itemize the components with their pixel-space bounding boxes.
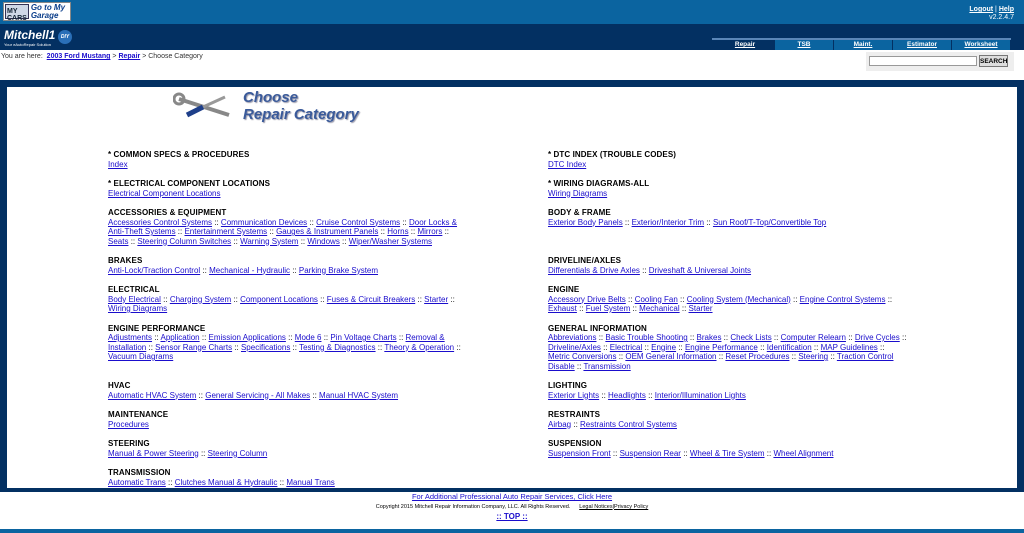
link-separator: :: xyxy=(212,217,221,227)
page-title xyxy=(173,89,359,123)
category-link[interactable]: Engine Control Systems xyxy=(799,294,886,304)
category-section xyxy=(108,381,548,410)
category-link[interactable]: Exhaust xyxy=(548,304,577,313)
category-link[interactable]: Transmission xyxy=(583,361,631,371)
link-separator: :: xyxy=(600,342,610,352)
link-separator: :: xyxy=(676,342,685,352)
privacy-policy-link[interactable]: Privacy Policy xyxy=(614,504,649,510)
link-separator: :: xyxy=(574,361,584,371)
link-separator: :: xyxy=(845,333,855,342)
category-links xyxy=(108,218,468,247)
footer: For Additional Professional Auto Repair Services, Click Here Copyright 2015 Mitchell Repair Information Company, LLC. All Rights Reserved. Legal Notices|Privacy Policy :: TOP :: xyxy=(375,492,649,521)
category-link[interactable]: Pin Voltage Charts xyxy=(330,333,397,342)
search-box xyxy=(866,52,1014,71)
category-link[interactable]: Windows xyxy=(307,236,340,246)
category-table xyxy=(108,150,988,497)
category-link[interactable]: Horns xyxy=(387,227,409,236)
breadcrumb-vehicle[interactable]: 2003 Ford Mustang xyxy=(46,53,111,60)
category-link[interactable]: Suspension Front xyxy=(548,448,611,458)
category-link[interactable]: Engine xyxy=(651,342,677,352)
link-separator: :: xyxy=(599,390,609,400)
link-separator: :: xyxy=(152,333,161,342)
category-heading: DRIVELINE/AXLES xyxy=(548,256,622,265)
category-link[interactable]: Electrical Component Locations xyxy=(108,188,221,198)
category-link[interactable]: Sensor Range Charts xyxy=(155,342,233,352)
category-link[interactable]: Specifications xyxy=(240,342,291,352)
category-link[interactable]: Steering Column Switches xyxy=(137,236,232,246)
link-separator: :: xyxy=(378,227,388,236)
category-link[interactable]: Metric Conversions xyxy=(548,352,617,361)
tab-estimator[interactable]: Estimator xyxy=(893,40,951,50)
category-section xyxy=(108,324,548,382)
category-heading: TRANSMISSION xyxy=(108,468,171,477)
category-link[interactable]: Anti-Lock/Traction Control xyxy=(108,265,201,275)
link-separator: :: xyxy=(298,236,308,246)
top-bar xyxy=(0,0,1024,24)
category-links xyxy=(548,420,908,430)
category-heading: BRAKES xyxy=(108,256,143,265)
link-separator: :: xyxy=(885,294,893,304)
category-link[interactable]: Adjustments xyxy=(108,333,153,342)
link-separator: :: xyxy=(285,333,295,342)
category-link[interactable]: Gauges & Instrument Panels xyxy=(276,227,379,236)
category-link[interactable]: Entertainment Systems xyxy=(184,227,268,236)
category-heading: ENGINE xyxy=(548,285,580,294)
category-link[interactable]: Accessory Drive Belts xyxy=(548,294,626,304)
category-link[interactable]: Body Electrical xyxy=(108,294,161,304)
category-link[interactable]: Wheel & Tire System xyxy=(689,448,765,458)
link-separator: :: xyxy=(680,448,690,458)
version-text: v2.2.4.7 xyxy=(989,14,1014,21)
link-separator: :: xyxy=(828,352,837,361)
category-link[interactable]: Drive Cycles xyxy=(854,333,900,342)
category-link[interactable]: Abbreviations xyxy=(548,333,597,342)
category-link[interactable]: Check Lists xyxy=(730,333,772,342)
category-link[interactable]: Fuses & Circuit Breakers xyxy=(326,294,416,304)
category-link[interactable]: Wiring Diagrams xyxy=(548,188,608,198)
category-link[interactable]: Communication Devices xyxy=(220,217,308,227)
breadcrumb-prefix: You are here: xyxy=(1,53,43,60)
category-links xyxy=(548,391,908,401)
category-links xyxy=(108,420,468,430)
category-section xyxy=(548,324,988,382)
link-separator: :: xyxy=(232,342,241,352)
link-separator: :: xyxy=(165,477,175,487)
category-link[interactable]: Mirrors xyxy=(417,227,443,236)
category-link[interactable]: Exterior Lights xyxy=(548,390,600,400)
content-frame xyxy=(0,80,1024,492)
category-link[interactable]: Starter xyxy=(424,294,449,304)
link-separator: :: xyxy=(596,333,606,342)
category-heading: LIGHTING xyxy=(548,381,588,390)
category-link[interactable]: Brakes xyxy=(696,333,722,342)
link-separator: :: xyxy=(642,342,652,352)
category-links xyxy=(108,449,468,459)
category-link[interactable]: Steering xyxy=(798,352,829,361)
category-section xyxy=(108,208,548,256)
link-separator: :: xyxy=(687,333,697,342)
link-separator: :: xyxy=(128,236,138,246)
link-separator: :: xyxy=(677,294,687,304)
category-link[interactable]: Cooling Fan xyxy=(634,294,678,304)
category-link[interactable]: Engine Performance xyxy=(684,342,758,352)
category-link[interactable]: Clutches Manual & Hydraulic xyxy=(174,477,278,487)
category-link[interactable]: Exterior/Interior Trim xyxy=(631,217,705,227)
link-separator: :: xyxy=(400,217,409,227)
category-heading: BODY & FRAME xyxy=(548,208,611,217)
category-link[interactable]: Cooling System (Mechanical) xyxy=(686,294,791,304)
category-section xyxy=(548,179,988,208)
category-link[interactable]: Theory & Operation xyxy=(384,342,455,352)
breadcrumb-current: Choose Category xyxy=(148,53,203,60)
category-heading: MAINTENANCE xyxy=(108,410,169,419)
bottom-bar xyxy=(0,529,1024,533)
mitchell1-logo xyxy=(4,28,70,47)
category-link[interactable]: Interior/Illumination Lights xyxy=(654,390,746,400)
category-link[interactable]: Traction Control Disable xyxy=(548,352,894,371)
link-separator: :: xyxy=(339,236,349,246)
garage-link-label: Go to My Garage xyxy=(30,2,66,20)
link-separator: :: xyxy=(290,342,300,352)
category-link[interactable]: Computer Relearn xyxy=(780,333,846,342)
category-section xyxy=(548,439,988,468)
category-link[interactable]: Manual & Power Steering xyxy=(108,448,199,458)
category-link[interactable]: Wheel Alignment xyxy=(773,448,834,458)
category-links xyxy=(108,266,468,276)
tab-maint[interactable]: Maint. xyxy=(834,40,892,50)
category-heading: HVAC xyxy=(108,381,131,390)
link-separator: :: xyxy=(877,342,885,352)
link-separator: :: xyxy=(639,265,649,275)
breadcrumb-repair[interactable]: Repair xyxy=(118,53,141,60)
category-link[interactable]: Headlights xyxy=(608,390,646,400)
category-link[interactable]: Suspension Rear xyxy=(619,448,681,458)
category-heading: * DTC INDEX (TROUBLE CODES) xyxy=(548,150,677,159)
main-tabs xyxy=(712,38,1011,50)
category-section xyxy=(548,410,988,439)
link-separator: :: xyxy=(198,448,208,458)
category-link[interactable]: Wiring Diagrams xyxy=(108,304,168,313)
help-link[interactable]: Help xyxy=(998,6,1014,13)
link-separator: :: xyxy=(625,294,635,304)
wrench-screwdriver-icon xyxy=(173,91,235,121)
category-link[interactable]: Wiper/Washer Systems xyxy=(348,236,432,246)
category-section xyxy=(108,439,548,468)
content-panel xyxy=(7,87,1017,488)
category-link[interactable]: Seats xyxy=(108,236,129,246)
page-title-text: Choose Repair Category xyxy=(243,89,359,123)
category-links xyxy=(548,449,908,459)
category-heading: GENERAL INFORMATION xyxy=(548,323,647,333)
category-link[interactable]: Door Locks & Anti-Theft Systems xyxy=(108,217,458,236)
category-link[interactable]: DTC Index xyxy=(548,159,587,169)
link-separator: :: xyxy=(317,294,327,304)
link-separator: :: xyxy=(408,227,418,236)
category-link[interactable]: Charging System xyxy=(169,294,232,304)
link-separator: :: xyxy=(310,390,320,400)
link-separator: :: xyxy=(899,333,907,342)
category-heading: RESTRAINTS xyxy=(548,410,601,419)
search-button[interactable]: SEARCH xyxy=(979,55,1008,67)
tab-worksheet[interactable]: Worksheet xyxy=(952,40,1010,50)
link-separator: :: xyxy=(571,419,581,429)
link-separator: :: xyxy=(630,304,640,313)
category-heading: SUSPENSION xyxy=(548,439,602,448)
category-link[interactable]: Fuel System xyxy=(585,304,631,313)
category-heading: * COMMON SPECS & PROCEDURES xyxy=(108,150,250,159)
category-links xyxy=(108,391,468,401)
link-separator: :: xyxy=(448,294,455,304)
category-link[interactable]: Differentials & Drive Axles xyxy=(548,265,640,275)
link-separator: :: xyxy=(321,333,331,342)
category-links xyxy=(548,218,908,228)
category-section xyxy=(548,256,988,285)
diy-badge: DIY xyxy=(58,30,72,44)
top-link[interactable]: :: TOP :: xyxy=(496,512,528,521)
link-separator: :: xyxy=(721,333,731,342)
category-links xyxy=(548,266,908,276)
category-link[interactable]: Reset Procedures xyxy=(725,352,790,361)
link-separator: :: xyxy=(175,227,185,236)
category-link[interactable]: Mechanical - Hydraulic xyxy=(209,265,290,275)
category-link[interactable]: Automatic HVAC System xyxy=(108,390,197,400)
category-link[interactable]: Manual Trans xyxy=(286,477,335,487)
category-link[interactable]: Procedures xyxy=(108,419,149,429)
category-links xyxy=(548,295,908,314)
category-links xyxy=(108,333,468,362)
link-separator: :: xyxy=(442,227,450,236)
category-link[interactable]: Identification xyxy=(766,342,812,352)
link-separator: :: xyxy=(146,342,156,352)
category-link[interactable]: Restraints Control Systems xyxy=(580,419,677,429)
link-separator: :: xyxy=(307,217,317,227)
link-separator: :: xyxy=(454,342,461,352)
category-links xyxy=(548,189,908,199)
search-input[interactable] xyxy=(869,56,977,66)
link-separator: :: xyxy=(396,333,406,342)
category-link[interactable]: OEM General Information xyxy=(625,352,717,361)
category-links xyxy=(548,333,908,371)
category-link[interactable]: Exterior Body Panels xyxy=(548,217,623,227)
category-link[interactable]: Steering Column xyxy=(207,448,268,458)
category-section xyxy=(548,150,988,179)
category-link[interactable]: Application xyxy=(160,333,200,342)
link-separator: :: xyxy=(277,477,287,487)
category-link[interactable]: Parking Brake System xyxy=(298,265,379,275)
category-section xyxy=(108,256,548,285)
category-section xyxy=(108,410,548,439)
category-link[interactable]: MAP Guidelines xyxy=(820,342,878,352)
category-links xyxy=(108,189,468,199)
category-heading: ELECTRICAL xyxy=(108,285,160,294)
logo-tagline: Your eAutoRepair Solution xyxy=(4,42,51,47)
category-link[interactable]: Automatic Trans xyxy=(108,477,166,487)
category-link[interactable]: Testing & Diagnostics xyxy=(299,342,376,352)
category-link[interactable]: Manual HVAC System xyxy=(319,390,399,400)
copyright-text: Copyright 2015 Mitchell Repair Information Company, LLC. All Rights Reserved. xyxy=(375,504,571,510)
category-link[interactable]: General Servicing - All Makes xyxy=(205,390,311,400)
category-link[interactable]: Emission Applications xyxy=(208,333,286,342)
category-heading: ENGINE PERFORMANCE xyxy=(108,323,206,333)
category-link[interactable]: Cruise Control Systems xyxy=(316,217,401,227)
breadcrumb: You are here: 2003 Ford Mustang > Repair > Choose Category xyxy=(1,53,203,60)
tab-repair[interactable]: Repair xyxy=(716,40,774,50)
logout-link[interactable]: Logout xyxy=(969,6,994,13)
category-section xyxy=(108,179,548,208)
my-cars-badge: MY CARS xyxy=(5,4,29,19)
additional-services-link[interactable]: For Additional Professional Auto Repair Services, Click Here xyxy=(411,492,613,501)
link-separator: :: xyxy=(704,217,713,227)
account-links: Logout | Help v2.2.4.7 xyxy=(969,6,1014,21)
category-link[interactable]: Mode 6 xyxy=(294,333,322,342)
link-separator: :: xyxy=(415,294,425,304)
link-separator: :: xyxy=(622,217,632,227)
link-separator: :: xyxy=(160,294,170,304)
link-separator: :: xyxy=(200,265,210,275)
category-link[interactable]: Accessories Control Systems xyxy=(108,217,213,227)
category-link[interactable]: Basic Trouble Shooting xyxy=(605,333,688,342)
link-separator: :: xyxy=(811,342,821,352)
link-separator: :: xyxy=(231,236,241,246)
category-section xyxy=(108,285,548,324)
category-link[interactable]: Component Locations xyxy=(240,294,318,304)
category-section xyxy=(548,381,988,410)
category-links xyxy=(108,160,468,170)
category-link[interactable]: Driveshaft & Universal Joints xyxy=(648,265,752,275)
category-links xyxy=(548,160,908,170)
category-link[interactable]: Index xyxy=(108,159,128,169)
link-separator: :: xyxy=(610,448,620,458)
category-heading: * ELECTRICAL COMPONENT LOCATIONS xyxy=(108,179,271,188)
link-separator: :: xyxy=(196,390,206,400)
category-links xyxy=(108,295,468,314)
category-heading: ACCESSORIES & EQUIPMENT xyxy=(108,208,227,217)
go-to-my-garage-button[interactable] xyxy=(3,2,71,21)
link-separator: :: xyxy=(645,390,655,400)
category-link[interactable]: Warning System xyxy=(240,236,299,246)
category-link[interactable]: Mechanical xyxy=(639,304,680,313)
link-separator: :: xyxy=(231,294,241,304)
category-link[interactable]: Electrical xyxy=(609,342,643,352)
category-section xyxy=(548,285,988,324)
tab-tsb[interactable]: TSB xyxy=(775,40,833,50)
link-separator: :: xyxy=(267,227,277,236)
category-links xyxy=(108,478,468,488)
category-heading: * WIRING DIAGRAMS-ALL xyxy=(548,179,650,188)
link-separator: :: xyxy=(790,294,800,304)
logo-text: Mitchell1 xyxy=(4,28,56,42)
link-separator: :: xyxy=(616,352,626,361)
link-separator: :: xyxy=(290,265,299,275)
link-separator: :: xyxy=(757,342,767,352)
category-link[interactable]: Driveline/Axles xyxy=(548,342,601,352)
category-link[interactable]: Sun Roof/T-Top/Convertible Top xyxy=(712,217,827,227)
link-separator: :: xyxy=(375,342,385,352)
link-separator: :: xyxy=(764,448,774,458)
category-heading: STEERING xyxy=(108,439,150,448)
category-section xyxy=(108,150,548,179)
link-separator: :: xyxy=(771,333,781,342)
category-link[interactable]: Starter xyxy=(688,304,713,313)
link-separator: :: xyxy=(576,304,586,313)
link-separator: :: xyxy=(199,333,209,342)
link-separator: :: xyxy=(716,352,726,361)
category-section xyxy=(548,208,988,256)
category-link[interactable]: Vacuum Diagrams xyxy=(108,352,174,361)
link-separator: :: xyxy=(679,304,689,313)
category-link[interactable]: Removal & Installation xyxy=(108,333,445,352)
category-link[interactable]: Airbag xyxy=(548,419,572,429)
link-separator: :: xyxy=(789,352,799,361)
legal-notices-link[interactable]: Legal Notices xyxy=(579,504,613,510)
